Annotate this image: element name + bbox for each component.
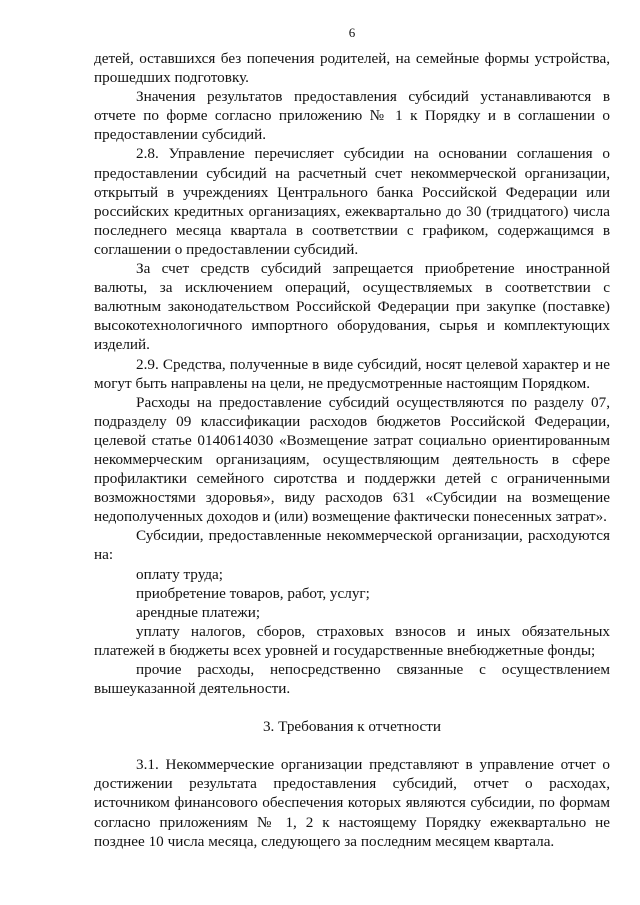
paragraph-taxes: уплату налогов, сборов, страховых взносов и иных обязательных платежей в бюджеты всех уровней и государственные внебюджетные фонды; — [94, 622, 610, 659]
list-item-goods: приобретение товаров, работ, услуг; — [136, 584, 370, 602]
paragraph-currency-prohibition: За счет средств субсидий запрещается приобретение иностранной валюты, за исключением операций, осуществляемых в соответствии с валютным законодательством Российской Федерации при закупке (поставке) высокотехнологичного импортного оборудования, сырья и комплектующих изделий. — [94, 260, 610, 354]
paragraph-2-8: 2.8. Управление перечисляет субсидии на основании соглашения о предоставлении субсидий на расчетный счет некоммерческой организации, открытый в учреждениях Центрального банка Российской Федерации или российских кредитных организациях, ежеквартально до 30 (тридцатого) числа последнего месяца квартала в соответствии с графиком, содержащимся в соглашении о предоставлении субсидий. — [94, 145, 610, 258]
paragraph-subsidy-usage: Субсидии, предоставленные некоммерческой организации, расходуются на: — [94, 527, 610, 564]
list-item-rent: арендные платежи; — [136, 603, 261, 621]
list-item-labor: оплату труда; — [136, 565, 224, 583]
paragraph-2-9: 2.9. Средства, полученные в виде субсидий, носят целевой характер и не могут быть направлены на цели, не предусмотренные настоящим Порядком. — [94, 355, 610, 392]
document-body — [94, 49, 610, 851]
section-heading-reporting: 3. Требования к отчетности — [262, 718, 442, 736]
paragraph-continuation: детей, оставшихся без попечения родителей, на семейные формы устройства, прошедших подготовку. — [94, 50, 610, 87]
paragraph-result-values: Значения результатов предоставления субсидий устанавливаются в отчете по форме согласно приложению № 1 к Порядку и в соглашении о предоставлении субсидий. — [94, 88, 610, 144]
paragraph-other-expenses: прочие расходы, непосредственно связанные с осуществлением вышеуказанной деятельности. — [94, 661, 610, 698]
paragraph-3-1: 3.1. Некоммерческие организации представляют в управление отчет о достижении результата предоставления субсидий, отчет о расходах, источником финансового обеспечения которых являются субсидии, по формам согласно приложениям № 1, 2 к настоящему Порядку ежеквартально не позднее 10 числа месяца, следующего за последним месяцем квартала. — [94, 756, 610, 850]
paragraph-expenses-classification: Расходы на предоставление субсидий осуществляются по разделу 07, подразделу 09 классификации расходов бюджетов Российской Федерации, целевой статье 0140614030 «Возмещение затрат социально ориентированным некоммерческим организациям, осуществляющим деятельность в сфере профилактики семейного сиротства и поддержки детей с ограниченными возможностями здоровья», виду расходов 631 «Субсидии на возмещение недополученных доходов и (или) возмещение фактически понесенных затрат». — [94, 393, 610, 526]
page-number: 6 — [348, 25, 356, 40]
